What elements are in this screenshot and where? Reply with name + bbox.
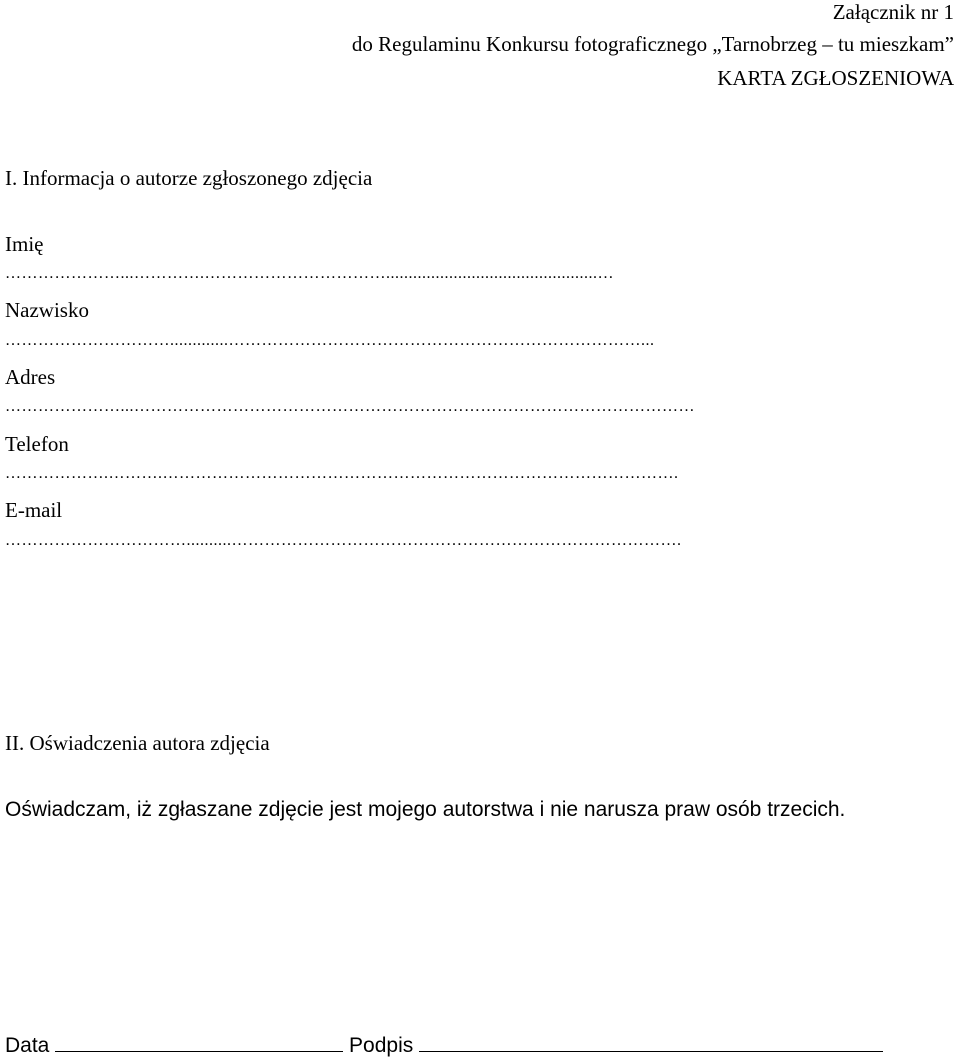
last-name-label: Nazwisko — [5, 298, 89, 322]
author-statement: Oświadczam, iż zgłaszane zdjęcie jest mojego autorstwa i nie narusza praw osób trzecich. — [5, 798, 846, 821]
date-field[interactable] — [55, 1033, 343, 1052]
address-label: Adres — [5, 365, 56, 389]
annex-number: Załącznik nr 1 — [832, 0, 954, 24]
section-2-title: II. Oświadczenia autora zdjęcia — [5, 731, 270, 755]
form-title: KARTA ZGŁOSZENIOWA — [717, 66, 954, 90]
date-label: Data — [5, 1034, 50, 1057]
signature-field[interactable] — [419, 1033, 883, 1052]
regulation-reference: do Regulaminu Konkursu fotograficznego „Tarnobrzeg – tu mieszkam” — [351, 32, 954, 56]
email-label: E-mail — [5, 498, 63, 522]
section-1-title: I. Informacja o autorze zgłoszonego zdjęcia — [5, 166, 373, 190]
first-name-label: Imię — [5, 232, 44, 256]
signature-label: Podpis — [349, 1034, 414, 1057]
email-field[interactable]: ……………………………..........………………………………………………………………………. — [5, 533, 682, 549]
last-name-field[interactable]: ………………………….............…………………………………………………………………... — [5, 333, 655, 349]
signature-row — [5, 1033, 883, 1056]
phone-label: Telefon — [5, 432, 69, 456]
phone-field[interactable]: ……………….……….…………………………………………………………………………………. — [5, 466, 679, 482]
address-field[interactable]: …………………...………………………………………………………………………………………… — [5, 399, 695, 415]
first-name-field[interactable]: …………………...………….……………………………...............................................… — [5, 266, 614, 282]
